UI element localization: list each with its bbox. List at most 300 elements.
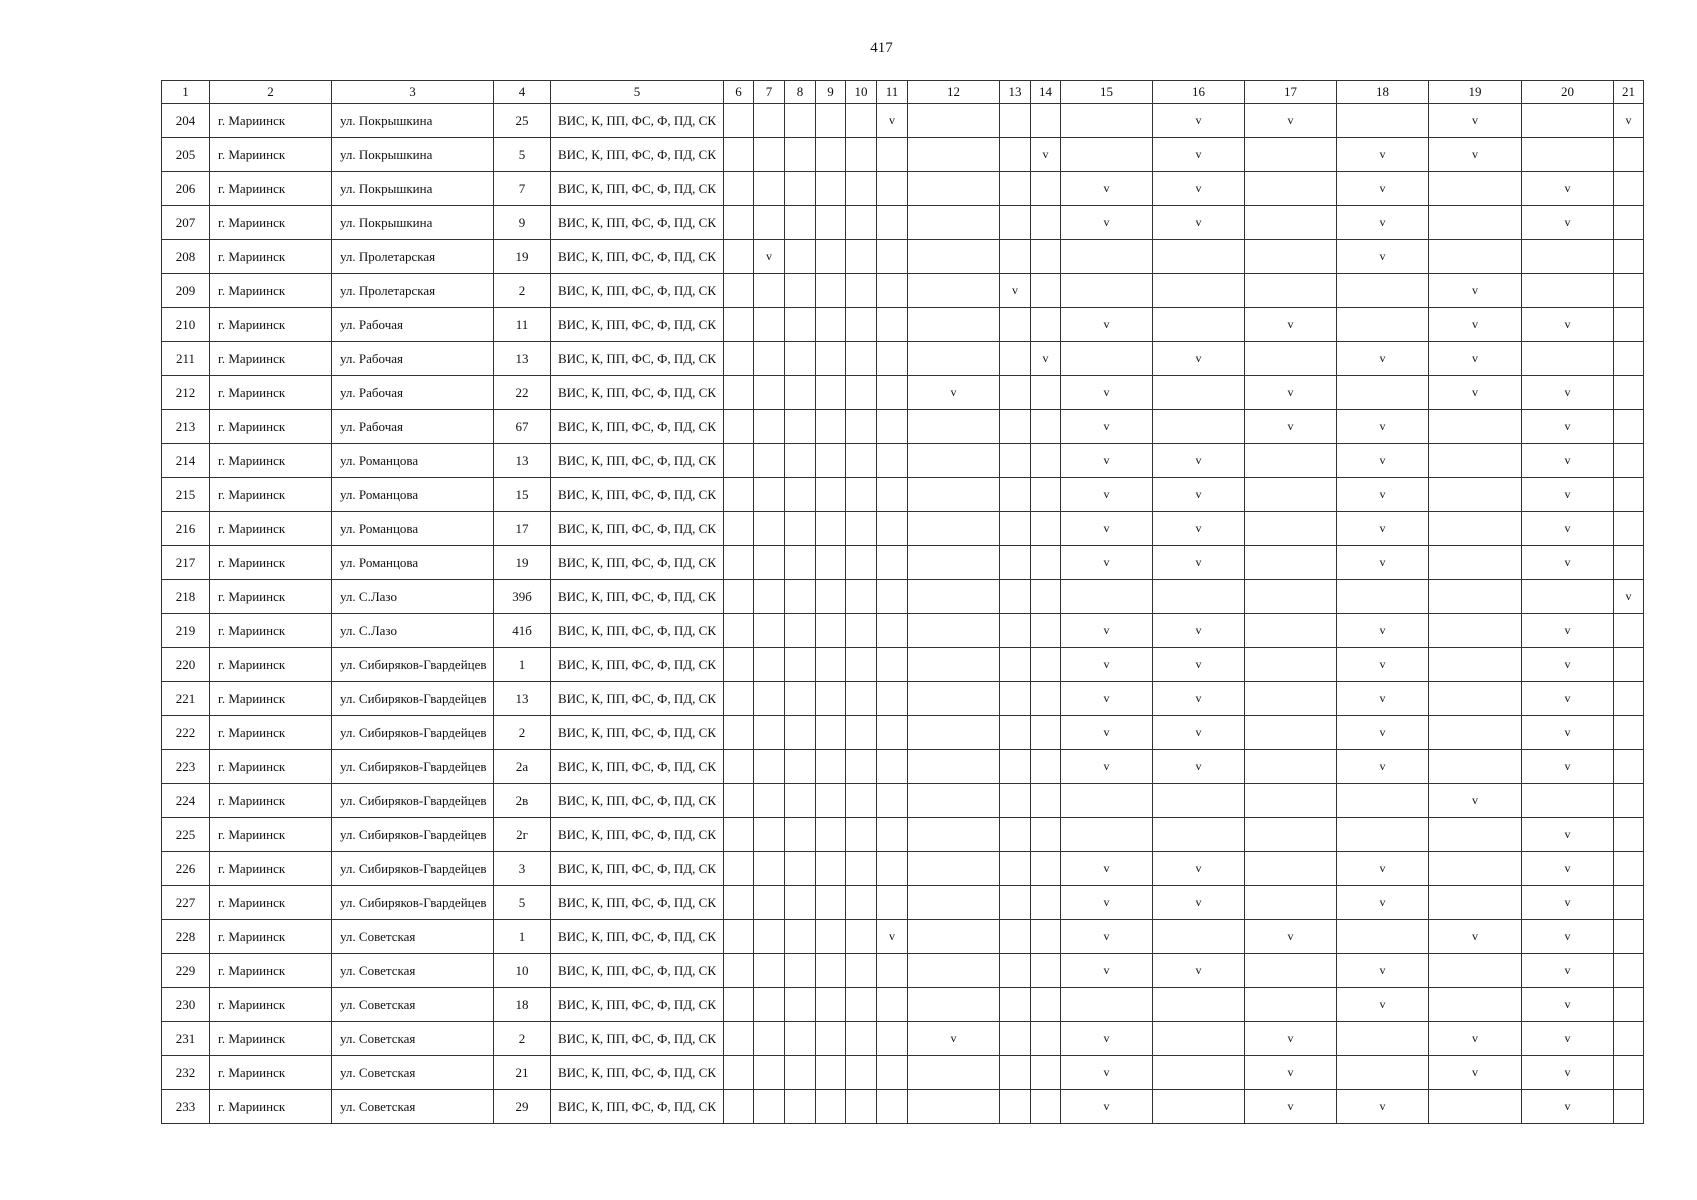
mark-cell-col-12 (908, 954, 1000, 988)
mark-cell-col-20: v (1522, 410, 1614, 444)
mark-cell-col-7 (754, 818, 785, 852)
mark-cell-col-11 (877, 784, 908, 818)
mark-cell-col-16: v (1153, 682, 1245, 716)
house-number-cell: 13 (494, 682, 551, 716)
codes-cell: ВИС, К, ПП, ФС, Ф, ПД, СК (551, 920, 724, 954)
mark-cell-col-16 (1153, 376, 1245, 410)
house-number-cell: 1 (494, 648, 551, 682)
mark-cell-col-7 (754, 546, 785, 580)
table-row (162, 444, 1644, 478)
mark-cell-col-16 (1153, 920, 1245, 954)
row-number: 215 (162, 478, 210, 512)
row-number: 231 (162, 1022, 210, 1056)
street-cell: ул. Сибиряков-Гвардейцев (332, 784, 494, 818)
mark-cell-col-7 (754, 308, 785, 342)
mark-cell-col-17 (1245, 954, 1337, 988)
mark-cell-col-20: v (1522, 954, 1614, 988)
mark-cell-col-13 (1000, 784, 1031, 818)
mark-cell-col-14 (1031, 750, 1061, 784)
mark-cell-col-8 (785, 818, 816, 852)
house-number-cell: 29 (494, 1090, 551, 1124)
mark-cell-col-21 (1614, 274, 1644, 308)
mark-cell-col-18: v (1337, 682, 1429, 716)
city-cell: г. Мариинск (210, 308, 332, 342)
mark-cell-col-10 (846, 308, 877, 342)
mark-cell-col-16: v (1153, 478, 1245, 512)
mark-cell-col-15: v (1061, 920, 1153, 954)
mark-cell-col-14 (1031, 206, 1061, 240)
mark-cell-col-6 (724, 274, 754, 308)
mark-cell-col-9 (816, 852, 846, 886)
mark-cell-col-7 (754, 1056, 785, 1090)
mark-cell-col-7: v (754, 240, 785, 274)
street-cell: ул. Сибиряков-Гвардейцев (332, 682, 494, 716)
mark-cell-col-6 (724, 444, 754, 478)
mark-cell-col-15 (1061, 818, 1153, 852)
mark-cell-col-9 (816, 886, 846, 920)
mark-cell-col-19 (1429, 546, 1522, 580)
mark-cell-col-6 (724, 1056, 754, 1090)
mark-cell-col-10 (846, 818, 877, 852)
table-row (162, 1056, 1644, 1090)
mark-cell-col-15 (1061, 580, 1153, 614)
mark-cell-col-18: v (1337, 512, 1429, 546)
column-header-8: 8 (785, 81, 816, 104)
mark-cell-col-12 (908, 682, 1000, 716)
mark-cell-col-10 (846, 410, 877, 444)
mark-cell-col-13 (1000, 682, 1031, 716)
mark-cell-col-20: v (1522, 308, 1614, 342)
mark-cell-col-14 (1031, 376, 1061, 410)
mark-cell-col-21 (1614, 240, 1644, 274)
mark-cell-col-10 (846, 954, 877, 988)
mark-cell-col-15 (1061, 104, 1153, 138)
mark-cell-col-21 (1614, 478, 1644, 512)
row-number: 232 (162, 1056, 210, 1090)
mark-cell-col-13 (1000, 1022, 1031, 1056)
column-header-5: 5 (551, 81, 724, 104)
mark-cell-col-6 (724, 546, 754, 580)
mark-cell-col-11 (877, 274, 908, 308)
column-header-13: 13 (1000, 81, 1031, 104)
mark-cell-col-11 (877, 512, 908, 546)
mark-cell-col-17 (1245, 512, 1337, 546)
street-cell: ул. Советская (332, 1022, 494, 1056)
mark-cell-col-19 (1429, 512, 1522, 546)
mark-cell-col-14 (1031, 1056, 1061, 1090)
mark-cell-col-8 (785, 342, 816, 376)
mark-cell-col-13 (1000, 920, 1031, 954)
mark-cell-col-19: v (1429, 342, 1522, 376)
mark-cell-col-13 (1000, 172, 1031, 206)
mark-cell-col-14: v (1031, 342, 1061, 376)
mark-cell-col-7 (754, 852, 785, 886)
mark-cell-col-12 (908, 1056, 1000, 1090)
table-row (162, 580, 1644, 614)
mark-cell-col-10 (846, 920, 877, 954)
codes-cell: ВИС, К, ПП, ФС, Ф, ПД, СК (551, 1022, 724, 1056)
street-cell: ул. Пролетарская (332, 240, 494, 274)
mark-cell-col-20: v (1522, 376, 1614, 410)
codes-cell: ВИС, К, ПП, ФС, Ф, ПД, СК (551, 852, 724, 886)
mark-cell-col-16 (1153, 274, 1245, 308)
mark-cell-col-6 (724, 920, 754, 954)
mark-cell-col-6 (724, 104, 754, 138)
mark-cell-col-18 (1337, 920, 1429, 954)
table-row (162, 1090, 1644, 1124)
mark-cell-col-15 (1061, 138, 1153, 172)
mark-cell-col-18: v (1337, 240, 1429, 274)
mark-cell-col-6 (724, 580, 754, 614)
mark-cell-col-7 (754, 478, 785, 512)
mark-cell-col-16: v (1153, 716, 1245, 750)
mark-cell-col-13 (1000, 546, 1031, 580)
table-row (162, 716, 1644, 750)
mark-cell-col-15: v (1061, 546, 1153, 580)
mark-cell-col-9 (816, 410, 846, 444)
mark-cell-col-8 (785, 886, 816, 920)
mark-cell-col-16: v (1153, 954, 1245, 988)
mark-cell-col-15: v (1061, 852, 1153, 886)
mark-cell-col-19: v (1429, 308, 1522, 342)
mark-cell-col-18: v (1337, 546, 1429, 580)
mark-cell-col-12 (908, 1090, 1000, 1124)
mark-cell-col-11 (877, 172, 908, 206)
mark-cell-col-11 (877, 1022, 908, 1056)
mark-cell-col-17 (1245, 240, 1337, 274)
mark-cell-col-21 (1614, 920, 1644, 954)
mark-cell-col-10 (846, 376, 877, 410)
mark-cell-col-12 (908, 648, 1000, 682)
mark-cell-col-11 (877, 342, 908, 376)
mark-cell-col-15 (1061, 342, 1153, 376)
table-row (162, 886, 1644, 920)
mark-cell-col-11 (877, 954, 908, 988)
mark-cell-col-13 (1000, 1090, 1031, 1124)
mark-cell-col-21 (1614, 954, 1644, 988)
column-header-18: 18 (1337, 81, 1429, 104)
mark-cell-col-16 (1153, 580, 1245, 614)
mark-cell-col-19 (1429, 886, 1522, 920)
mark-cell-col-21 (1614, 1090, 1644, 1124)
mark-cell-col-10 (846, 682, 877, 716)
table-row (162, 784, 1644, 818)
street-cell: ул. Советская (332, 954, 494, 988)
street-cell: ул. Рабочая (332, 410, 494, 444)
table-row (162, 988, 1644, 1022)
mark-cell-col-16 (1153, 1090, 1245, 1124)
row-number: 226 (162, 852, 210, 886)
mark-cell-col-14 (1031, 920, 1061, 954)
mark-cell-col-18: v (1337, 444, 1429, 478)
mark-cell-col-6 (724, 954, 754, 988)
mark-cell-col-7 (754, 172, 785, 206)
mark-cell-col-21 (1614, 1056, 1644, 1090)
mark-cell-col-9 (816, 172, 846, 206)
mark-cell-col-16: v (1153, 104, 1245, 138)
mark-cell-col-13 (1000, 954, 1031, 988)
street-cell: ул. С.Лазо (332, 580, 494, 614)
mark-cell-col-18: v (1337, 852, 1429, 886)
mark-cell-col-17 (1245, 206, 1337, 240)
house-number-cell: 19 (494, 240, 551, 274)
table-body (162, 104, 1644, 1124)
mark-cell-col-16: v (1153, 886, 1245, 920)
row-number: 230 (162, 988, 210, 1022)
mark-cell-col-17: v (1245, 376, 1337, 410)
street-cell: ул. Сибиряков-Гвардейцев (332, 852, 494, 886)
mark-cell-col-19 (1429, 648, 1522, 682)
mark-cell-col-19 (1429, 954, 1522, 988)
mark-cell-col-9 (816, 1056, 846, 1090)
street-cell: ул. Пролетарская (332, 274, 494, 308)
mark-cell-col-16: v (1153, 852, 1245, 886)
mark-cell-col-13 (1000, 818, 1031, 852)
mark-cell-col-10 (846, 716, 877, 750)
mark-cell-col-18: v (1337, 342, 1429, 376)
mark-cell-col-15 (1061, 988, 1153, 1022)
mark-cell-col-18: v (1337, 716, 1429, 750)
mark-cell-col-10 (846, 614, 877, 648)
mark-cell-col-14 (1031, 716, 1061, 750)
house-number-cell: 2а (494, 750, 551, 784)
codes-cell: ВИС, К, ПП, ФС, Ф, ПД, СК (551, 444, 724, 478)
row-number: 204 (162, 104, 210, 138)
mark-cell-col-12 (908, 988, 1000, 1022)
mark-cell-col-21 (1614, 410, 1644, 444)
mark-cell-col-10 (846, 580, 877, 614)
mark-cell-col-8 (785, 512, 816, 546)
mark-cell-col-11 (877, 546, 908, 580)
row-number: 223 (162, 750, 210, 784)
mark-cell-col-8 (785, 206, 816, 240)
mark-cell-col-12 (908, 104, 1000, 138)
codes-cell: ВИС, К, ПП, ФС, Ф, ПД, СК (551, 308, 724, 342)
table-row (162, 818, 1644, 852)
row-number: 212 (162, 376, 210, 410)
city-cell: г. Мариинск (210, 376, 332, 410)
mark-cell-col-20: v (1522, 1090, 1614, 1124)
mark-cell-col-16 (1153, 410, 1245, 444)
mark-cell-col-20: v (1522, 1056, 1614, 1090)
mark-cell-col-6 (724, 1022, 754, 1056)
mark-cell-col-6 (724, 716, 754, 750)
mark-cell-col-8 (785, 614, 816, 648)
column-header-1: 1 (162, 81, 210, 104)
table-row (162, 410, 1644, 444)
street-cell: ул. С.Лазо (332, 614, 494, 648)
city-cell: г. Мариинск (210, 444, 332, 478)
city-cell: г. Мариинск (210, 682, 332, 716)
mark-cell-col-6 (724, 308, 754, 342)
row-number: 229 (162, 954, 210, 988)
codes-cell: ВИС, К, ПП, ФС, Ф, ПД, СК (551, 954, 724, 988)
codes-cell: ВИС, К, ПП, ФС, Ф, ПД, СК (551, 138, 724, 172)
table-row (162, 138, 1644, 172)
row-number: 224 (162, 784, 210, 818)
mark-cell-col-19: v (1429, 1022, 1522, 1056)
row-number: 219 (162, 614, 210, 648)
mark-cell-col-18 (1337, 818, 1429, 852)
mark-cell-col-10 (846, 546, 877, 580)
mark-cell-col-12 (908, 818, 1000, 852)
table-row (162, 274, 1644, 308)
mark-cell-col-21 (1614, 342, 1644, 376)
city-cell: г. Мариинск (210, 1022, 332, 1056)
street-cell: ул. Покрышкина (332, 172, 494, 206)
mark-cell-col-20: v (1522, 546, 1614, 580)
street-cell: ул. Романцова (332, 478, 494, 512)
city-cell: г. Мариинск (210, 1090, 332, 1124)
mark-cell-col-8 (785, 1022, 816, 1056)
mark-cell-col-8 (785, 240, 816, 274)
mark-cell-col-13 (1000, 342, 1031, 376)
mark-cell-col-15: v (1061, 682, 1153, 716)
table-row (162, 648, 1644, 682)
mark-cell-col-15: v (1061, 954, 1153, 988)
mark-cell-col-17 (1245, 478, 1337, 512)
mark-cell-col-13 (1000, 376, 1031, 410)
mark-cell-col-19 (1429, 682, 1522, 716)
mark-cell-col-12: v (908, 1022, 1000, 1056)
mark-cell-col-15: v (1061, 1056, 1153, 1090)
mark-cell-col-12 (908, 784, 1000, 818)
mark-cell-col-21 (1614, 716, 1644, 750)
street-cell: ул. Рабочая (332, 376, 494, 410)
mark-cell-col-20: v (1522, 478, 1614, 512)
mark-cell-col-14 (1031, 614, 1061, 648)
street-cell: ул. Романцова (332, 444, 494, 478)
mark-cell-col-6 (724, 1090, 754, 1124)
column-header-15: 15 (1061, 81, 1153, 104)
mark-cell-col-8 (785, 682, 816, 716)
house-number-cell: 9 (494, 206, 551, 240)
mark-cell-col-15: v (1061, 716, 1153, 750)
mark-cell-col-11 (877, 1090, 908, 1124)
codes-cell: ВИС, К, ПП, ФС, Ф, ПД, СК (551, 614, 724, 648)
mark-cell-col-10 (846, 444, 877, 478)
mark-cell-col-8 (785, 444, 816, 478)
mark-cell-col-11 (877, 682, 908, 716)
mark-cell-col-11 (877, 138, 908, 172)
column-number-row (162, 81, 1644, 104)
mark-cell-col-19: v (1429, 274, 1522, 308)
codes-cell: ВИС, К, ПП, ФС, Ф, ПД, СК (551, 580, 724, 614)
mark-cell-col-14 (1031, 444, 1061, 478)
mark-cell-col-19 (1429, 240, 1522, 274)
mark-cell-col-18 (1337, 274, 1429, 308)
mark-cell-col-19 (1429, 580, 1522, 614)
codes-cell: ВИС, К, ПП, ФС, Ф, ПД, СК (551, 648, 724, 682)
mark-cell-col-18: v (1337, 478, 1429, 512)
mark-cell-col-8 (785, 920, 816, 954)
house-number-cell: 13 (494, 342, 551, 376)
mark-cell-col-9 (816, 1022, 846, 1056)
house-number-cell: 7 (494, 172, 551, 206)
street-cell: ул. Сибиряков-Гвардейцев (332, 750, 494, 784)
mark-cell-col-16: v (1153, 546, 1245, 580)
mark-cell-col-12 (908, 716, 1000, 750)
mark-cell-col-6 (724, 138, 754, 172)
mark-cell-col-18: v (1337, 988, 1429, 1022)
mark-cell-col-20: v (1522, 750, 1614, 784)
mark-cell-col-8 (785, 716, 816, 750)
table-row (162, 512, 1644, 546)
mark-cell-col-6 (724, 648, 754, 682)
mark-cell-col-7 (754, 682, 785, 716)
city-cell: г. Мариинск (210, 852, 332, 886)
mark-cell-col-15: v (1061, 648, 1153, 682)
mark-cell-col-16 (1153, 1056, 1245, 1090)
mark-cell-col-17 (1245, 750, 1337, 784)
mark-cell-col-20: v (1522, 206, 1614, 240)
column-header-21: 21 (1614, 81, 1644, 104)
column-header-4: 4 (494, 81, 551, 104)
city-cell: г. Мариинск (210, 410, 332, 444)
mark-cell-col-8 (785, 308, 816, 342)
codes-cell: ВИС, К, ПП, ФС, Ф, ПД, СК (551, 546, 724, 580)
mark-cell-col-10 (846, 648, 877, 682)
mark-cell-col-15: v (1061, 410, 1153, 444)
mark-cell-col-8 (785, 648, 816, 682)
row-number: 207 (162, 206, 210, 240)
codes-cell: ВИС, К, ПП, ФС, Ф, ПД, СК (551, 104, 724, 138)
mark-cell-col-7 (754, 274, 785, 308)
mark-cell-col-14 (1031, 512, 1061, 546)
city-cell: г. Мариинск (210, 206, 332, 240)
street-cell: ул. Сибиряков-Гвардейцев (332, 886, 494, 920)
street-cell: ул. Сибиряков-Гвардейцев (332, 716, 494, 750)
mark-cell-col-10 (846, 852, 877, 886)
row-number: 227 (162, 886, 210, 920)
city-cell: г. Мариинск (210, 716, 332, 750)
mark-cell-col-20: v (1522, 818, 1614, 852)
mark-cell-col-9 (816, 274, 846, 308)
mark-cell-col-13 (1000, 750, 1031, 784)
mark-cell-col-11 (877, 614, 908, 648)
mark-cell-col-13 (1000, 614, 1031, 648)
codes-cell: ВИС, К, ПП, ФС, Ф, ПД, СК (551, 478, 724, 512)
mark-cell-col-21 (1614, 784, 1644, 818)
row-number: 220 (162, 648, 210, 682)
street-cell: ул. Сибиряков-Гвардейцев (332, 818, 494, 852)
codes-cell: ВИС, К, ПП, ФС, Ф, ПД, СК (551, 240, 724, 274)
house-number-cell: 15 (494, 478, 551, 512)
mark-cell-col-17: v (1245, 104, 1337, 138)
mark-cell-col-9 (816, 376, 846, 410)
mark-cell-col-15: v (1061, 614, 1153, 648)
mark-cell-col-10 (846, 342, 877, 376)
mark-cell-col-21 (1614, 852, 1644, 886)
mark-cell-col-10 (846, 1022, 877, 1056)
row-number: 214 (162, 444, 210, 478)
mark-cell-col-12 (908, 410, 1000, 444)
mark-cell-col-14 (1031, 104, 1061, 138)
mark-cell-col-9 (816, 104, 846, 138)
column-header-19: 19 (1429, 81, 1522, 104)
mark-cell-col-20 (1522, 580, 1614, 614)
table-row (162, 1022, 1644, 1056)
mark-cell-col-6 (724, 410, 754, 444)
mark-cell-col-20 (1522, 784, 1614, 818)
row-number: 225 (162, 818, 210, 852)
mark-cell-col-10 (846, 240, 877, 274)
mark-cell-col-9 (816, 716, 846, 750)
house-number-cell: 19 (494, 546, 551, 580)
mark-cell-col-9 (816, 512, 846, 546)
column-header-2: 2 (210, 81, 332, 104)
mark-cell-col-11 (877, 648, 908, 682)
